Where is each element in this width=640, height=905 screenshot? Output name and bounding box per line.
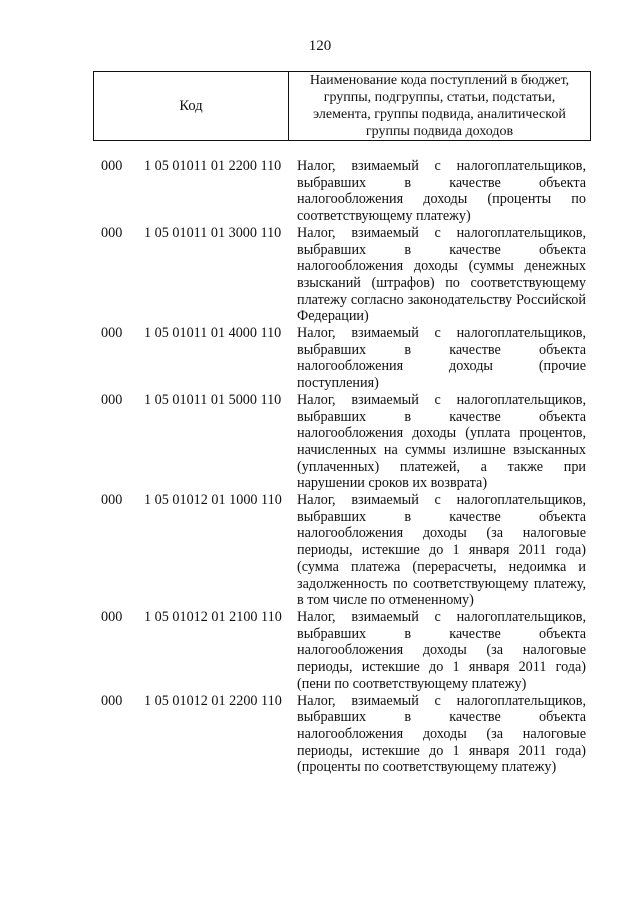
table-header <box>93 71 591 141</box>
revenue-code: 1 05 01012 01 2100 110 <box>144 608 282 625</box>
admin-code: 000 <box>101 391 123 408</box>
page-number: 120 <box>308 38 332 54</box>
revenue-code: 1 05 01012 01 1000 110 <box>144 492 282 509</box>
table-row <box>0 325 640 392</box>
revenue-code: 1 05 01011 01 5000 110 <box>144 391 282 408</box>
revenue-description: Налог, взимаемый с налогоплательщиков, выбравших в качестве объекта налогообложения доходы (за налоговые периоды, истекшие до 1 января 2011 года) (проценты по соответствующему платежу) <box>297 692 586 776</box>
revenue-description: Налог, взимаемый с налогоплательщиков, выбравших в качестве объекта налогообложения доходы (за налоговые периоды, истекшие до 1 января 2011 года) (пени по соответствующему платежу) <box>297 608 586 692</box>
table-row <box>0 693 640 777</box>
revenue-description: Налог, взимаемый с налогоплательщиков, выбравших в качестве объекта налогообложения доходы (прочие поступления) <box>297 325 586 392</box>
revenue-code: 1 05 01011 01 4000 110 <box>144 325 282 342</box>
admin-code: 000 <box>101 158 123 174</box>
header-name-cell: Наименование кода поступлений в бюджет, группы, подгруппы, статьи, подстатьи, элемента, группы подвида, аналитической группы подвида доходов <box>309 73 570 139</box>
admin-code: 000 <box>101 224 123 241</box>
revenue-code: 1 05 01012 01 2200 110 <box>144 692 282 709</box>
revenue-description: Налог, взимаемый с налогоплательщиков, выбравших в качестве объекта налогообложения доходы (проценты по соответствующему платежу) <box>297 158 586 225</box>
table-row <box>0 492 640 609</box>
revenue-description: Налог, взимаемый с налогоплательщиков, выбравших в качестве объекта налогообложения доходы (суммы денежных взысканий (штрафов) по соответствующему платежу согласно законодательству Российской Федерации) <box>297 224 586 325</box>
admin-code: 000 <box>101 492 123 509</box>
code-table-body <box>0 158 640 776</box>
admin-code: 000 <box>101 692 123 709</box>
table-row <box>0 609 640 693</box>
revenue-description: Налог, взимаемый с налогоплательщиков, выбравших в качестве объекта налогообложения доходы (уплата процентов, начисленных на суммы излишне взысканных (уплаченных) платежей, а также при нарушении сроков их возврата) <box>297 391 586 492</box>
admin-code: 000 <box>101 325 123 342</box>
revenue-description: Налог, взимаемый с налогоплательщиков, выбравших в качестве объекта налогообложения доходы (за налоговые периоды, истекшие до 1 января 2011 года) (сумма платежа (перерасчеты, недоимка и задолженность по соответствующему платежу, в том числе по отмененному) <box>297 492 586 609</box>
revenue-code: 1 05 01011 01 2200 110 <box>144 158 282 174</box>
table-row <box>0 392 640 492</box>
table-row <box>0 225 640 325</box>
revenue-code: 1 05 01011 01 3000 110 <box>144 224 282 241</box>
header-code-cell: Код <box>94 72 289 140</box>
table-row <box>0 158 640 225</box>
admin-code: 000 <box>101 608 123 625</box>
